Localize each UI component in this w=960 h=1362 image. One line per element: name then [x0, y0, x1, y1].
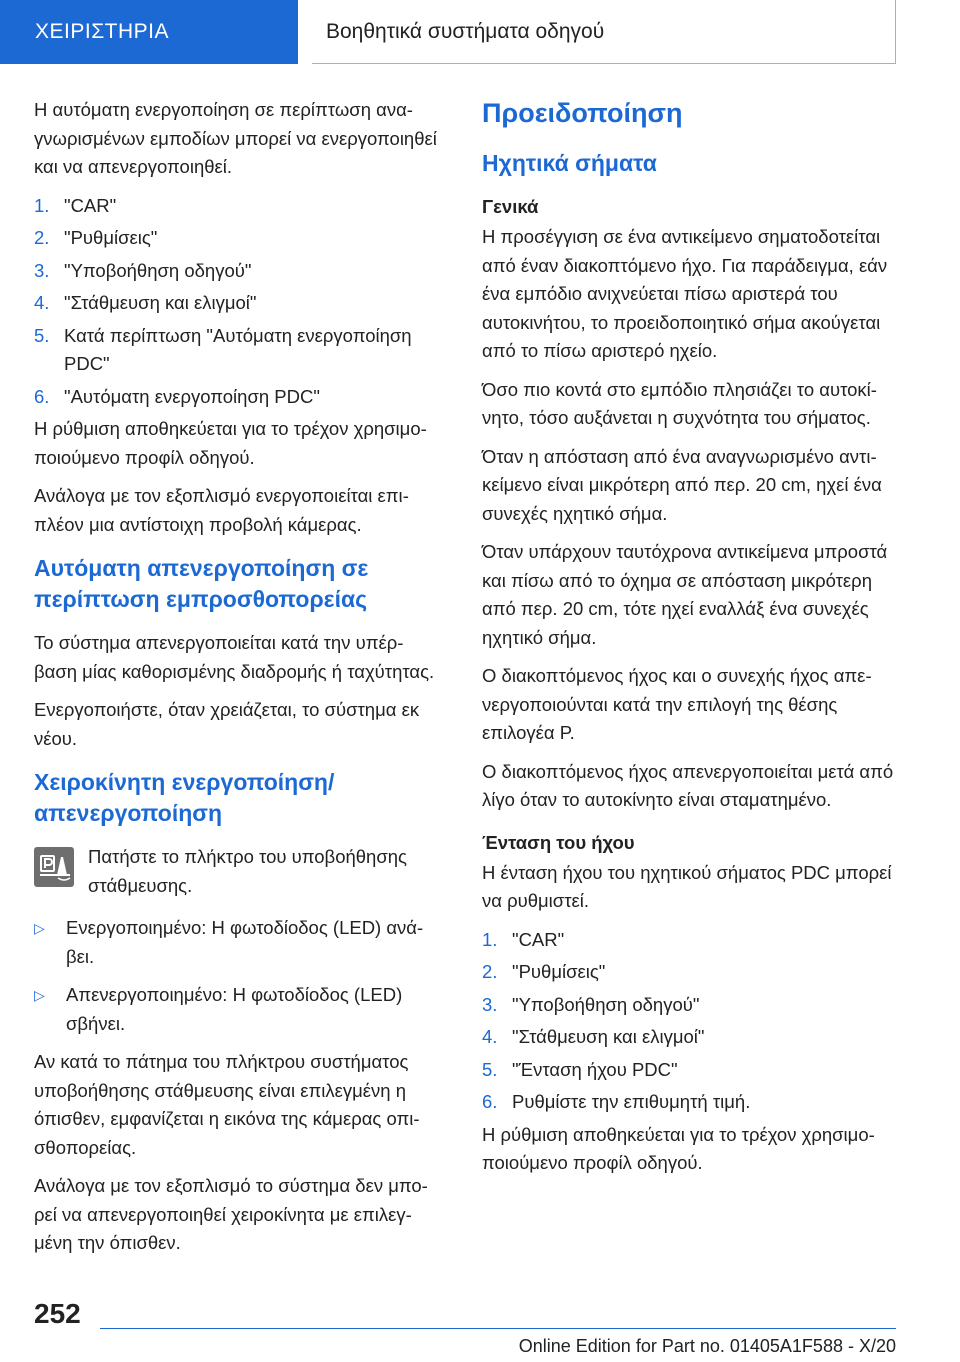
- step-text: "Ρυθμίσεις": [64, 227, 158, 248]
- chapter-title: Βοηθητικά συστήματα οδηγού: [312, 0, 896, 64]
- volume-saved-paragraph: Η ρύθμιση αποθηκεύεται για το τρέχον χρησιμοποιούμενο προφίλ οδηγού.: [482, 1123, 875, 1173]
- edition-footer: Online Edition for Part no. 01405A1F588 - X/20: [518, 1336, 896, 1356]
- led-state-list: [34, 914, 438, 1038]
- camera-view-paragraph: Ανάλογα με τον εξοπλισμό ενεργοποιείται επιπλέον μια αντίστοιχη προβολή κάμερας.: [34, 485, 409, 535]
- general-heading: Γενικά: [482, 196, 539, 217]
- left-column: [34, 96, 438, 1268]
- state-text: Ενεργοποιημένο: Η φωτοδίοδος (LED) ανάβει.: [66, 917, 424, 967]
- list-item: [482, 1088, 902, 1117]
- step-text: "Ένταση ήχου PDC": [512, 1058, 678, 1080]
- list-item: [482, 991, 902, 1020]
- manual-toggle-heading: Χειροκίνητη ενεργοποίηση/ απενεργοποίηση: [34, 769, 335, 826]
- general-paragraph-4: Όταν υπάρχουν ταυτόχρονα αντικείμενα μπροστά και πίσω από το όχημα σε απόσταση μικρότερη από περ. 20 cm, τότε ηχεί εναλλάξ ένα συνεχές ηχητικό σήμα.: [482, 541, 888, 648]
- list-item: [34, 224, 438, 253]
- list-item: [482, 1056, 902, 1085]
- step-number: 6.: [34, 385, 50, 407]
- auto-deactivation-heading: Αυτόματη απενεργοποίηση σε περίπτωση εμπροσθοπορείας: [34, 555, 369, 612]
- general-paragraph-6: Ο διακοπτόμενος ήχος απενεργοποιείται μετά από λίγο όταν το αυτοκίνητο είναι σταματημένο.: [482, 760, 894, 810]
- right-column: [482, 96, 902, 1188]
- general-paragraph-3: Όταν η απόσταση από ένα αναγνωρισμένο αντικείμενο είναι μικρότερη από περ. 20 cm, ηχεί ένα συνεχές ηχητικό σήμα.: [482, 445, 882, 524]
- footer-divider: [100, 1328, 896, 1329]
- step-text: "Υποβοήθηση οδηγού": [512, 993, 700, 1015]
- step-text: "Υποβοήθηση οδηγού": [64, 259, 252, 281]
- page-number: 252: [34, 1298, 81, 1329]
- step-number: 5.: [482, 1058, 498, 1080]
- list-item: [34, 914, 438, 971]
- step-number: 2.: [34, 227, 50, 248]
- step-text: "Ρυθμίσεις": [512, 961, 606, 982]
- list-item: [34, 322, 438, 379]
- list-item: [34, 192, 438, 221]
- step-number: 3.: [482, 993, 498, 1015]
- parking-assist-button-icon: [34, 847, 74, 887]
- saved-profile-paragraph: Η ρύθμιση αποθηκεύεται για το τρέχον χρησιμοποιούμενο προφίλ οδηγού.: [34, 418, 427, 468]
- list-item: [34, 257, 438, 286]
- auto-deactivation-paragraph: Το σύστημα απενεργοποιείται κατά την υπέρβαση μίας καθορισμένης διαδρομής ή ταχύτητας.: [34, 632, 435, 682]
- list-item: [34, 981, 438, 1038]
- step-number: 3.: [34, 259, 50, 281]
- intro-paragraph: Η αυτόματη ενεργοποίηση σε περίπτωση αναγνωρισμένων εμποδίων μπορεί να ενεργοποιηθεί και να απενεργοποιηθεί.: [34, 99, 437, 177]
- volume-heading: Ένταση του ήχου: [482, 831, 635, 853]
- volume-steps: [482, 926, 902, 1117]
- step-number: 1.: [34, 194, 50, 216]
- state-text: Απενεργοποιημένο: Η φωτοδίοδος (LED) σβήνει.: [66, 984, 403, 1034]
- general-paragraph-5: Ο διακοπτόμενος ήχος και ο συνεχής ήχος απενεργοποιούνται κατά την επιλογή της θέσης επιλογέα P.: [482, 665, 872, 743]
- auto-activation-steps: [34, 192, 438, 412]
- manual-off-paragraph: Ανάλογα με τον εξοπλισμό το σύστημα δεν μπορεί να απενεργοποιηθεί χειροκίνητα με επιλεγμένη την όπισθεν.: [34, 1175, 428, 1253]
- reverse-camera-paragraph: Αν κατά το πάτημα του πλήκτρου συστήματος υποβοήθησης στάθμευσης είναι επιλεγμένη η όπισθεν, εμφανίζεται η εικόνα της κάμερας οπισθοπορείας.: [34, 1051, 420, 1158]
- step-text: Ρυθμίστε την επιθυμητή τιμή.: [512, 1091, 751, 1112]
- warning-heading: Προειδοποίηση: [482, 98, 683, 128]
- section-tab: ΧΕΙΡΙΣΤΗΡΙΑ: [0, 0, 298, 64]
- step-text: "CAR": [64, 194, 117, 216]
- step-number: 2.: [482, 961, 498, 982]
- step-number: 5.: [34, 324, 50, 346]
- volume-paragraph: Η ένταση ήχου του ηχητικού σήματος PDC μπορεί να ρυθμιστεί.: [482, 861, 892, 911]
- general-paragraph-1: Η προσέγγιση σε ένα αντικείμενο σηματοδοτείται από έναν διακοπτόμενο ήχο. Για παράδειγμα, εάν ένα εμπόδιο ανιχνεύεται πίσω αριστερά του αυτοκινήτου, το προειδοποιητικό σήμα ακούγεται από το πίσω αριστερό ηχείο.: [482, 226, 888, 361]
- list-item: [34, 383, 438, 412]
- list-item: [482, 926, 902, 955]
- button-instruction: [34, 843, 438, 900]
- list-item: [482, 1023, 902, 1052]
- general-paragraph-2: Όσο πιο κοντά στο εμπόδιο πλησιάζει το αυτοκίνητο, τόσο αυξάνεται η συχνότητα του σήματος.: [482, 378, 877, 428]
- step-number: 4.: [34, 292, 50, 313]
- step-number: 1.: [482, 928, 498, 950]
- acoustic-signals-heading: Ηχητικά σήματα: [482, 150, 657, 176]
- step-number: 4.: [482, 1026, 498, 1047]
- step-text: "Στάθμευση και ελιγμοί": [512, 1026, 705, 1047]
- reactivate-paragraph: Ενεργοποιήστε, όταν χρειάζεται, το σύστημα εκ νέου.: [34, 699, 420, 749]
- step-text: "Στάθμευση και ελιγμοί": [64, 292, 257, 313]
- button-instruction-text: Πατήστε το πλήκτρο του υποβοήθησης στάθμευσης.: [88, 846, 407, 896]
- step-number: 6.: [482, 1091, 498, 1112]
- list-item: [482, 958, 902, 987]
- step-text: "CAR": [512, 928, 565, 950]
- step-text: Κατά περίπτωση "Αυτόματη ενεργοποίηση PDC": [64, 324, 412, 374]
- triangle-bullet-icon: ▷: [34, 920, 45, 936]
- triangle-bullet-icon: ▷: [34, 987, 45, 1003]
- list-item: [34, 289, 438, 318]
- step-text: "Αυτόματη ενεργοποίηση PDC": [64, 385, 320, 407]
